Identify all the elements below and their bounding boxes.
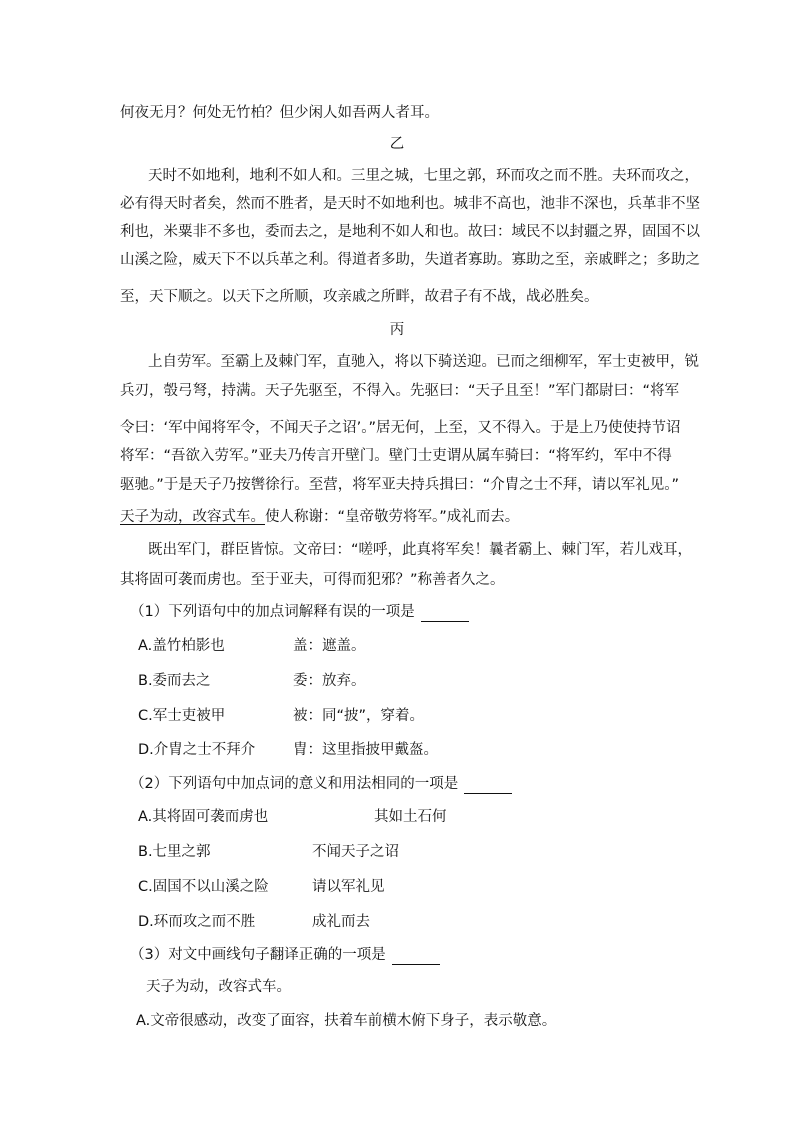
- q2-option-c-compare: 请以军礼见: [312, 879, 385, 895]
- q1-option-c: C.军士吏被甲: [138, 708, 226, 724]
- q1-option-a-gloss: 盖：遮盖。: [293, 638, 366, 654]
- q1-option-a: A.盖竹柏影也: [138, 638, 225, 654]
- bing-line-2: 兵刃，彀弓弩，持满。天子先驱至，不得入。先驱曰：“天子且至！”军门都尉曰：“将军: [120, 383, 680, 399]
- bing-heading: 丙: [389, 322, 405, 338]
- bing-para2-line-2: 其将固可袭而虏也。至于亚夫，可得而犯邪？”称善者久之。: [120, 572, 505, 588]
- yi-line-3: 利也，米粟非不多也，委而去之，是地利不如人和也。故曰：域民不以封疆之界，固国不以: [120, 224, 700, 240]
- q2-option-a: A.其将固可袭而虏也: [138, 809, 269, 825]
- yi-line-4: 山溪之险，威天下不以兵革之利。得道者多助，失道者寡助。寡助之至，亲戚畔之；多助之: [120, 252, 700, 268]
- q3-answer-blank: [392, 950, 440, 965]
- bing-line-5: 驱驰。”于是天子乃按辔徐行。至营，将军亚夫持兵揖曰：“介胄之士不拜，请以军礼见。”: [120, 477, 680, 493]
- q2-option-d-compare: 成礼而去: [312, 914, 370, 930]
- yi-line-2: 必有得天时者矣，然而不胜者，是天时不如地利也。城非不高也，池非不深也，兵革非不坚: [120, 196, 700, 212]
- q1-option-b: B.委而去之: [138, 673, 211, 689]
- bing-line-3: 令曰：‘军中闻将军令，不闻天子之诏’。”居无何，上至，又不得入。于是上乃使使持节诏: [120, 420, 681, 436]
- q2-option-a-compare: 其如土石何: [374, 809, 447, 825]
- q3-sentence: 天子为动，改容式车。: [146, 979, 291, 995]
- q1-option-c-gloss: 被：同“披”，穿着。: [293, 708, 425, 724]
- bing-line-4: 将军：“吾欲入劳军。”亚夫乃传言开壁门。壁门士吏谓从属车骑曰：“将军约，军中不得: [120, 448, 672, 464]
- underlined-sentence: 天子为动，改容式车。: [120, 509, 265, 525]
- q2-option-d: D.环而攻之而不胜: [138, 914, 256, 930]
- q1-option-d: D.介胄之士不拜介: [138, 742, 256, 758]
- q2-option-b-compare: 不闻天子之诏: [312, 844, 399, 860]
- q1-option-b-gloss: 委：放弃。: [293, 673, 366, 689]
- bing-line-6-rest: 使人称谢：“皇帝敬劳将军。”成礼而去。: [265, 509, 520, 525]
- bing-para2-line-1: 既出军门，群臣皆惊。文帝曰：“嗟呼，此真将军矣！曩者霸上、棘门军，若儿戏耳，: [148, 542, 693, 558]
- yi-heading: 乙: [389, 136, 405, 152]
- q2-answer-blank: [464, 779, 512, 794]
- q2-option-c: C.固国不以山溪之险: [138, 879, 269, 895]
- q1-stem: （1）下列语句中的加点词解释有误的一项是: [130, 602, 469, 622]
- q3-option-a: A.文帝很感动，改变了面容，扶着车前横木俯下身子，表示敬意。: [136, 1013, 557, 1029]
- q1-option-d-gloss: 胄：这里指披甲戴盔。: [293, 742, 438, 758]
- q1-answer-blank: [421, 607, 469, 622]
- bing-line-1: 上自劳军。至霸上及棘门军，直驰入，将以下骑送迎。已而之细柳军，军士吏被甲，锐: [148, 354, 699, 370]
- q2-stem: （2）下列语句中加点词的意义和用法相同的一项是: [130, 774, 512, 794]
- jia-tail-line: 何夜无月？何处无竹柏？但少闲人如吾两人者耳。: [120, 105, 439, 121]
- q3-stem: （3）对文中画线句子翻译正确的一项是: [130, 945, 440, 965]
- q2-option-b: B.七里之郭: [138, 844, 211, 860]
- yi-line-1: 天时不如地利，地利不如人和。三里之城，七里之郭，环而攻之而不胜。夫环而攻之，: [148, 168, 699, 184]
- yi-line-5: 至，天下顺之。以天下之所顺，攻亲戚之所畔，故君子有不战，战必胜矣。: [120, 289, 599, 305]
- bing-line-6: [120, 507, 519, 527]
